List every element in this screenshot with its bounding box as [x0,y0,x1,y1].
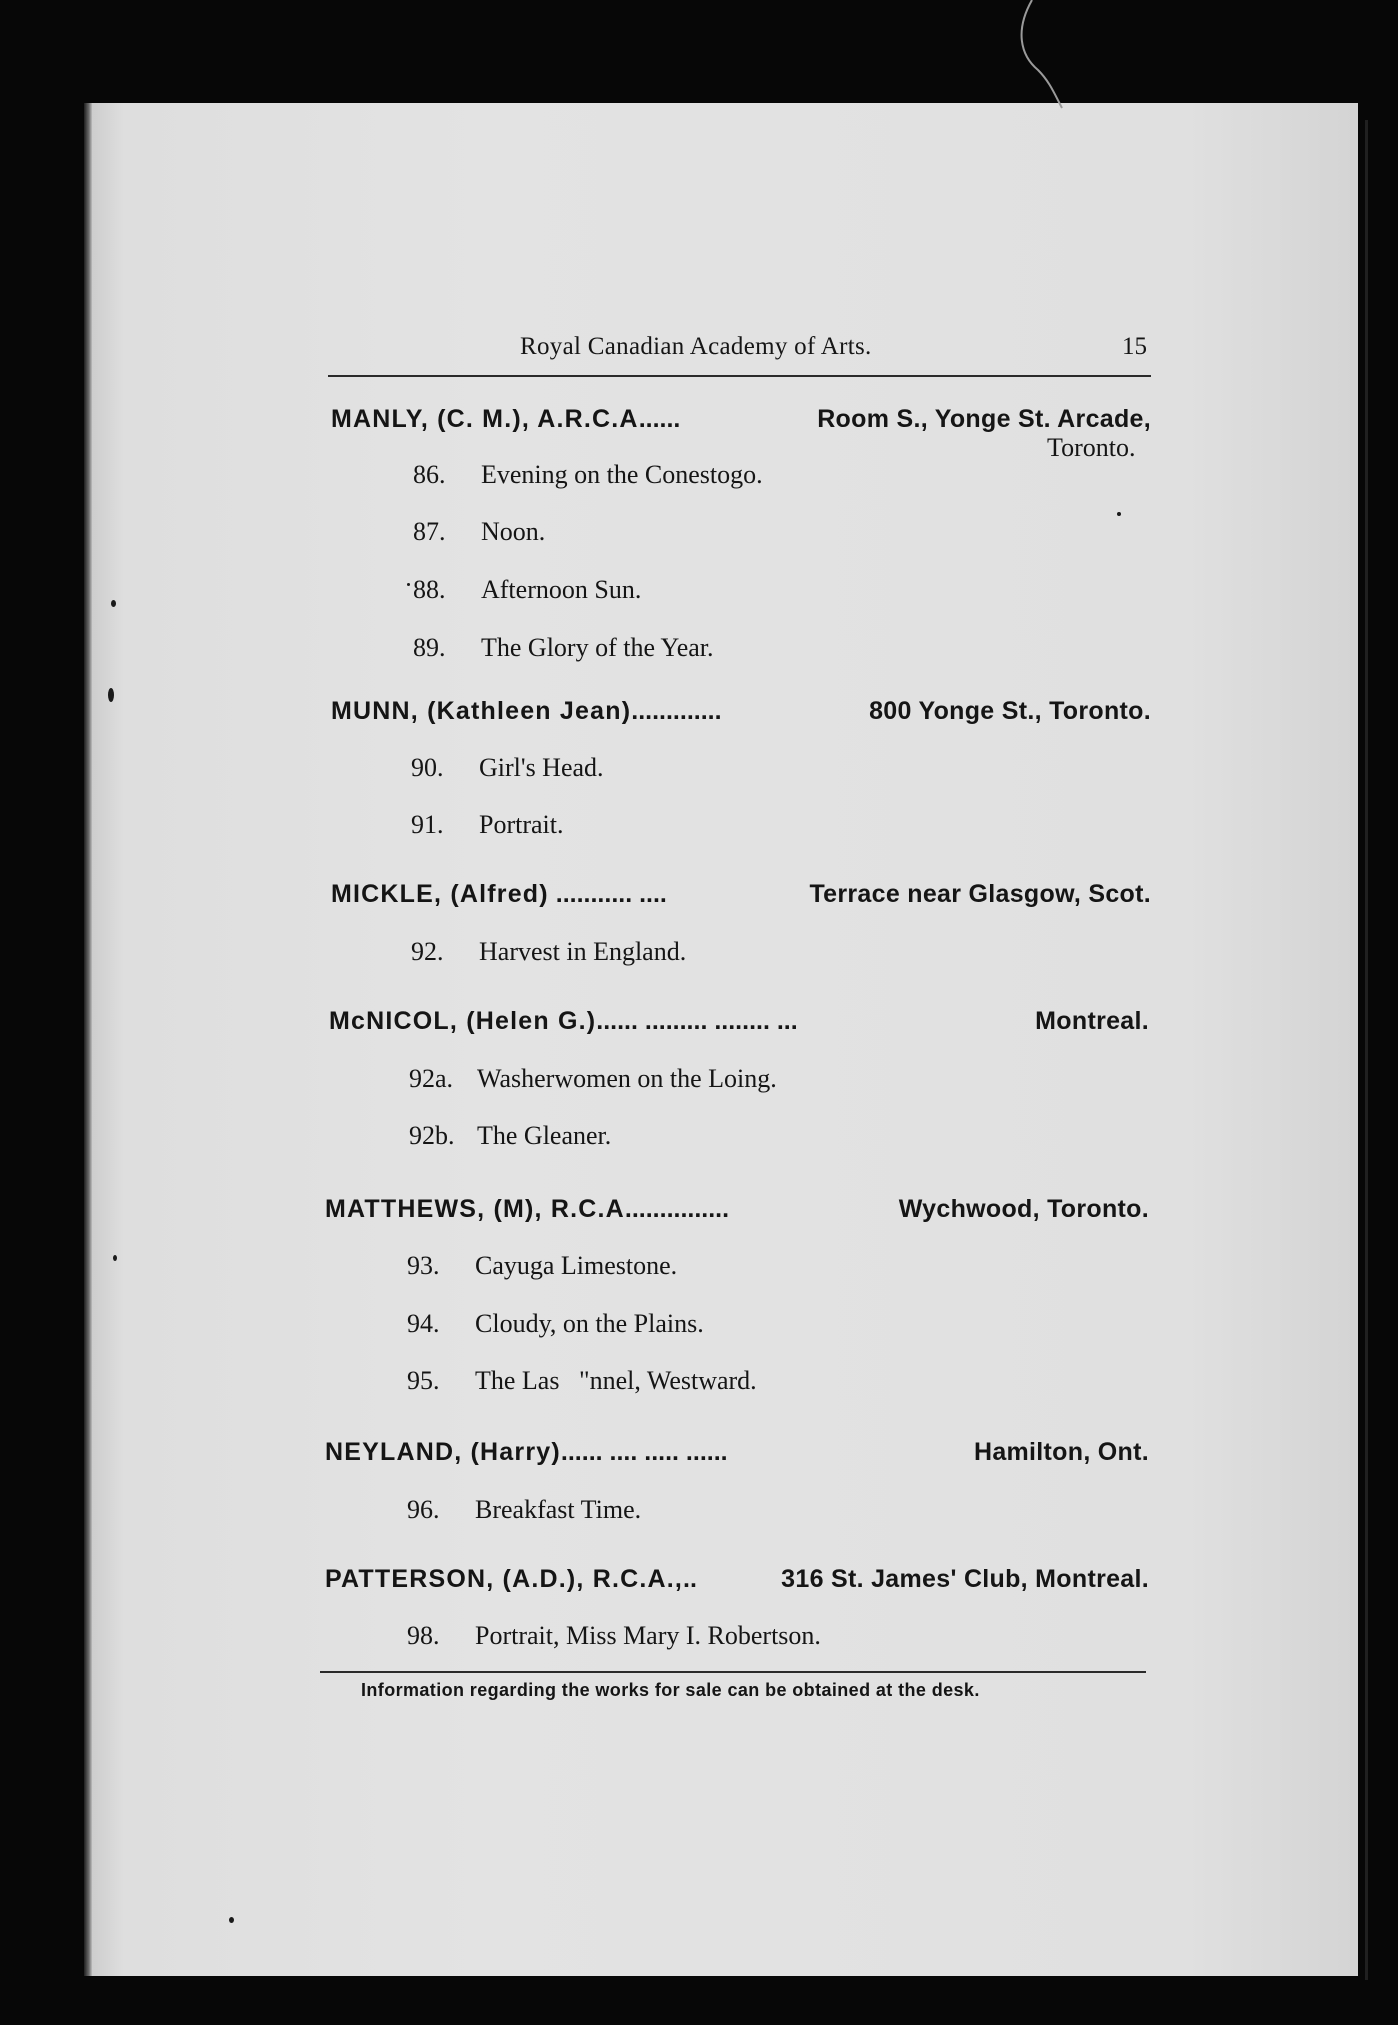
artist-name: McNICOL, (Helen G.) [329,1007,597,1035]
running-title: Royal Canadian Academy of Arts. [520,333,872,360]
artist-address-continued: Toronto. [1047,433,1136,462]
catalogue-item [407,1495,641,1525]
item-title: Girl's Head. [479,753,604,782]
artist-name-group [329,1007,798,1036]
artist-entry [331,405,1151,434]
artist-address: Montreal. [1035,1007,1149,1035]
leader-dots: .. [683,1565,697,1593]
catalogue-item [409,1121,611,1151]
footer-note: Information regarding the works for sale can be obtained at the desk. [361,1680,980,1700]
artist-address: Wychwood, Toronto. [898,1195,1149,1223]
scan-speck [229,1917,234,1923]
scan-speck [407,583,410,586]
leader-dots: ...... [638,405,681,433]
artist-address: 316 St. James' Club, Montreal. [781,1565,1149,1593]
item-title: Portrait, Miss Mary I. Robertson. [475,1621,821,1650]
artist-name-group [325,1438,728,1467]
catalogue-item [409,1064,777,1094]
artist-name-group [331,697,722,726]
page-number: 15 [1122,333,1147,360]
artist-name: PATTERSON, (A.D.), R.C.A., [325,1565,684,1593]
catalogue-item [411,753,604,783]
item-number: 86. [413,460,446,489]
leader-dots: ...... .... ..... ...... [560,1438,728,1466]
item-title: Harvest in England. [479,937,687,966]
leader-dots: ...... ......... ........ ... [596,1007,798,1035]
item-number: 93. [407,1251,440,1280]
item-title: The Las "nnel, Westward. [475,1366,757,1395]
item-title: The Gleaner. [477,1121,612,1150]
artist-entry [331,697,1151,726]
artist-entry [325,1565,1149,1594]
catalogue-item [413,575,641,605]
artist-name: MICKLE, (Alfred) [331,880,549,908]
item-title: Washerwomen on the Loing. [477,1064,777,1093]
artist-name: MANLY, (C. M.), A.R.C.A [331,405,639,433]
item-title: Afternoon Sun. [481,575,642,604]
item-number: 95. [407,1366,440,1395]
item-number: 91. [411,810,444,839]
artist-name-group [331,880,667,909]
leader-dots: ............... [624,1195,730,1223]
catalogue-item [411,810,564,840]
item-number: 88. [413,575,446,604]
footer-rule [320,1671,1146,1673]
item-number: 89. [413,633,446,662]
item-title: Breakfast Time. [475,1495,642,1524]
catalogue-item [413,460,763,490]
artist-address: Terrace near Glasgow, Scot. [809,880,1151,908]
artist-address: Room S., Yonge St. Arcade, [817,405,1151,433]
catalogue-item [407,1621,821,1651]
item-title: Cloudy, on the Plains. [475,1309,704,1338]
item-title: Noon. [481,517,546,546]
item-number: 96. [407,1495,440,1524]
artist-entry [329,1007,1149,1036]
artist-name: MUNN, (Kathleen Jean) [331,697,632,725]
artist-name: NEYLAND, (Harry) [325,1438,561,1466]
item-number: 94. [407,1309,440,1338]
catalogue-item [413,517,545,547]
item-title: Portrait. [479,810,564,839]
artist-address: Hamilton, Ont. [973,1438,1149,1466]
scan-speck [113,1255,117,1261]
item-number: 92b. [409,1121,455,1150]
catalogue-item [407,1309,704,1339]
item-number: 92. [411,937,444,966]
artist-name-group [325,1195,729,1224]
catalogue-item [413,633,714,663]
item-title: Cayuga Limestone. [475,1251,678,1280]
item-number: 90. [411,753,444,782]
header-rule [328,375,1151,377]
scan-speck [108,688,114,702]
scan-speck [111,600,116,607]
artist-address: 800 Yonge St., Toronto. [869,697,1151,725]
item-title: Evening on the Conestogo. [481,460,763,489]
item-number: 98. [407,1621,440,1650]
artist-name-group [331,405,680,434]
item-number: 87. [413,517,446,546]
leader-dots: ........... .... [555,880,667,908]
artist-entry [325,1195,1149,1224]
artist-name-group [325,1565,697,1594]
item-number: 92a. [409,1064,454,1093]
artist-name: MATTHEWS, (M), R.C.A [325,1195,625,1223]
leader-dots: ............. [631,697,722,725]
artist-entry [331,880,1151,909]
catalogue-item [407,1251,677,1281]
item-title: The Glory of the Year. [481,633,714,662]
catalogue-item [411,937,686,967]
scan-speck [1117,512,1121,516]
artist-entry [325,1438,1149,1467]
catalogue-item [407,1366,757,1396]
